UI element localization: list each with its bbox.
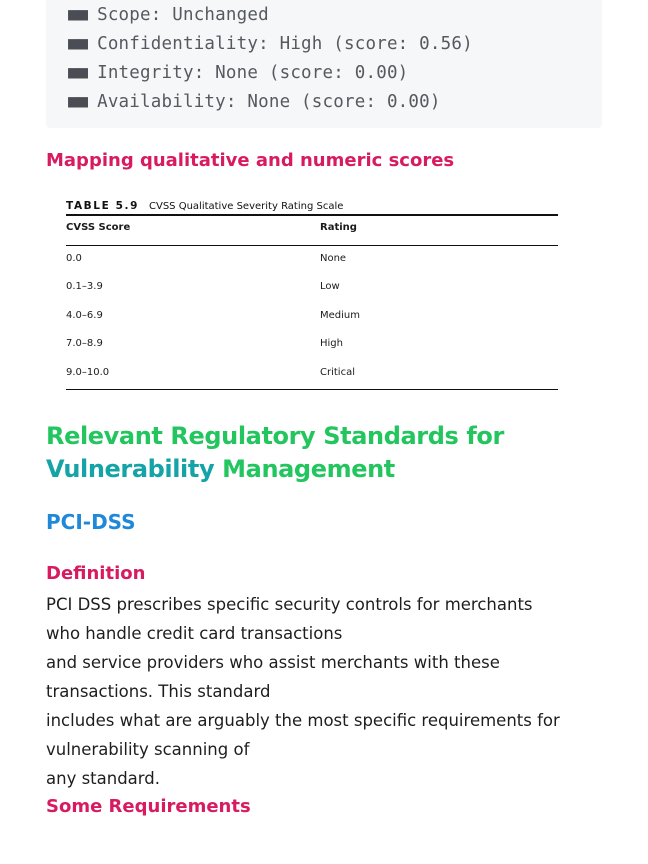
definition-text xyxy=(46,590,626,793)
definition-line: vulnerability scanning of xyxy=(46,740,250,759)
definition-line: PCI DSS prescribes specific security controls for merchants xyxy=(46,595,533,614)
definition-line: includes what are arguably the most specific requirements for xyxy=(46,711,560,730)
header-rating: Rating xyxy=(320,222,357,233)
code-line xyxy=(68,34,473,54)
table-row xyxy=(66,331,558,360)
heading-part-1: Relevant Regulatory xyxy=(46,422,316,450)
definition-line: and service providers who assist merchants with these xyxy=(46,653,500,672)
cell-score: 7.0–8.9 xyxy=(66,338,103,350)
cell-score: 0.1–3.9 xyxy=(66,281,103,293)
cell-rating: High xyxy=(320,338,343,350)
square-bullet-icon: ■■ xyxy=(68,34,88,54)
definition-line: who handle credit card transactions xyxy=(46,624,343,643)
code-line-text: Availability: None (score: 0.00) xyxy=(97,92,441,112)
definition-line: transactions. This standard xyxy=(46,682,271,701)
table-row xyxy=(66,274,558,303)
table-header-row xyxy=(66,216,558,245)
cell-score: 0.0 xyxy=(66,252,82,264)
square-bullet-icon: ■■ xyxy=(68,63,88,83)
cell-rating: Medium xyxy=(320,309,360,321)
code-block xyxy=(46,0,602,128)
table-caption xyxy=(66,198,558,214)
table-title: CVSS Qualitative Severity Rating Scale xyxy=(149,201,344,212)
heading-part-2: Standards for xyxy=(323,422,504,450)
code-line-text: Confidentiality: High (score: 0.56) xyxy=(97,34,473,54)
cell-rating: None xyxy=(320,252,347,264)
cell-rating: Critical xyxy=(320,366,355,378)
code-line-text: Integrity: None (score: 0.00) xyxy=(97,63,409,83)
severity-table xyxy=(66,198,558,390)
heading-part-3: Vulnerability xyxy=(46,455,215,483)
table-bottom-rule xyxy=(66,389,558,390)
square-bullet-icon: ■■ xyxy=(68,92,88,112)
code-line-text: Scope: Unchanged xyxy=(97,5,269,25)
square-bullet-icon: ■■ xyxy=(68,5,88,25)
table-row xyxy=(66,246,558,275)
header-cvss-score: CVSS Score xyxy=(66,222,131,233)
definition-line: any standard. xyxy=(46,769,161,788)
table-row xyxy=(66,360,558,389)
code-line xyxy=(68,92,441,112)
table-number: TABLE 5.9 xyxy=(66,200,139,212)
pci-dss-heading: PCI-DSS xyxy=(46,510,136,534)
regulatory-standards-heading xyxy=(46,420,616,486)
table-row xyxy=(66,303,558,332)
heading-part-4: Management xyxy=(222,455,395,483)
cell-rating: Low xyxy=(320,281,340,293)
cell-score: 4.0–6.9 xyxy=(66,309,103,321)
code-line xyxy=(68,5,269,25)
requirements-heading: Some Requirements xyxy=(46,796,251,817)
definition-heading: Definition xyxy=(46,563,146,584)
mapping-heading: Mapping qualitative and numeric scores xyxy=(46,150,455,171)
code-line xyxy=(68,63,408,83)
cell-score: 9.0–10.0 xyxy=(66,366,110,378)
